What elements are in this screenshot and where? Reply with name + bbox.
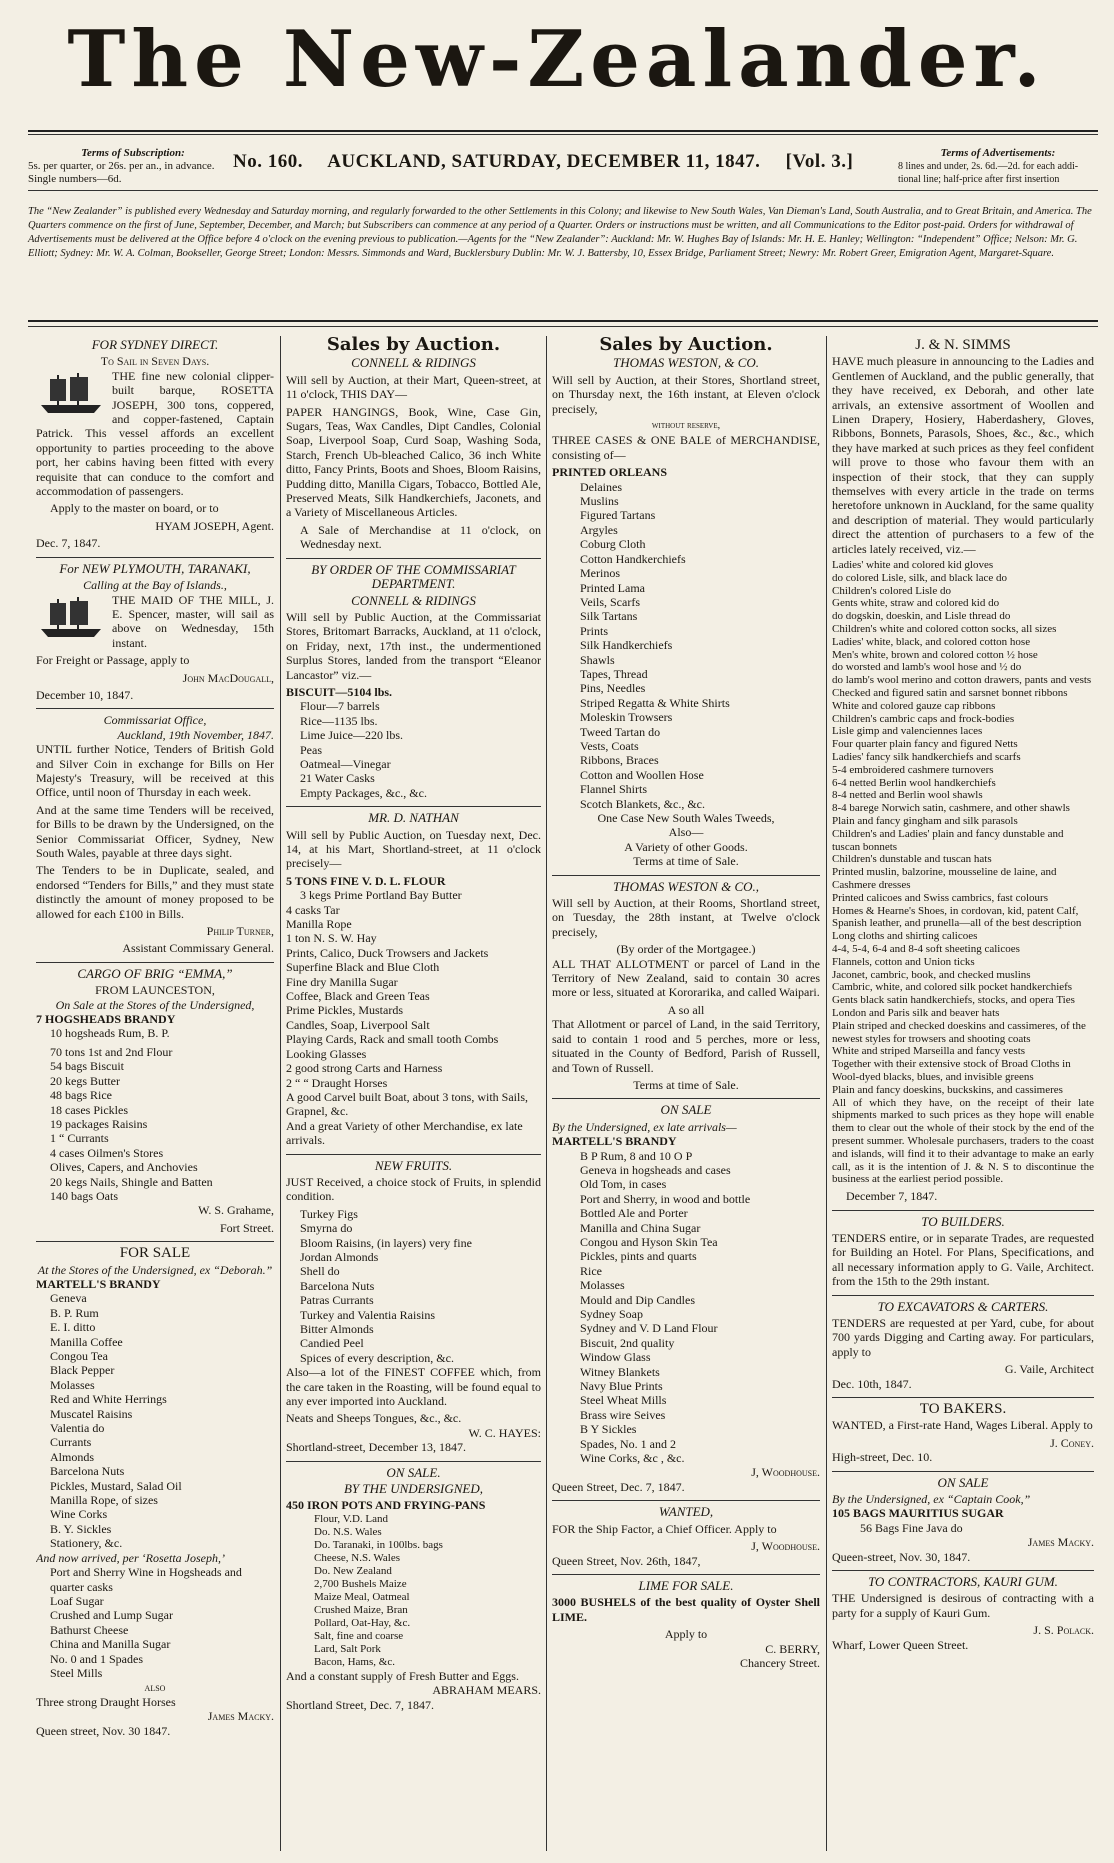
item-list: Port and Sherry Wine in Hogsheads and quarter casks Loaf Sugar Crushed and Lump Sugar Bathurst Cheese China and Manilla Sugar No. 0 and 1 Spades Steel Mills: [50, 1565, 242, 1680]
ad-heading: BY ORDER OF THE COMMISSARIAT DEPARTMENT.: [311, 561, 516, 592]
item-list: Turkey Figs Smyrna do Bloom Raisins, (in layers) very fine Jordan Almonds Shell do Barcelona Nuts Patras Currants Turkey and Valentia Raisins Bitter Almonds Candied Peel Spices of every description, &c.: [300, 1206, 472, 1365]
column-3: Sales by Auction. THOMAS WESTON, & CO. Will sell by Auction, at their Stores, Shortland street, on Thursday next, the 16th instant, at Eleven o'clock precisely, without reserve, THREE CASES & ONE BALE of MERCHANDISE, consisting of— PRINTED ORLEANS Delaines Muslins Figured Tartans Argyles Coburg Cloth Cotton Handkerchiefs Merinos Printed Lama Veils, Scarfs Silk Tartans Prints Silk Handkerchiefs Shawls Tapes, Thread Pins, Needles Striped Regatta & White Shirts Moleskin Trowsers Tweed Tartan do Vests, Coats Ribbons, Braces Cotton and Woollen Hose Flannel Shirts Scotch Blankets, &c., &c. One Case New South Wales Tweeds, Also— A Variety of other Goods. Terms at time of Sale. THOMAS WESTON & CO., Will sell by Auction, at their Rooms, Shortland street, on Tuesday, the 28th instant, at Twelve o'clock precisely, (By order of the Mortgagee.) ALL THAT ALLOTMENT or parcel of Land in the Territory of New Zealand, said to contain 30 acres more or less, situated at Kororarika, and called Waipari. A so all That Allotment or parcel of Land, in the said Territory, said to contain 1 rood and 5 perches, more or less, situated in the County of Bedford, Parish of Russell, and Town of Russell. Terms at time of Sale. ON SALE By the Undersigned, ex late arrivals— MARTELL'S BRANDY B P Rum, 8 and 10 O P Geneva in hogsheads and cases Old Tom, in cases Port and Sherry, in wood and bottle Bottled Ale and Porter Manilla and China Sugar Congou and Hyson Skin Tea Pickles, pints and quarts Rice Molasses Mould and Dip Candles Sydney Soap Sydney and V. D Land Flour Biscuit, 2nd quality Window Glass Witney Blankets Navy Blue Prints Steel Wheat Mills Brass wire Seives B Y Sickles Spades, No. 1 and 2 Wine Corks, &c , &c. J, Woodhouse. Queen Street, Dec. 7, 1847. WANTED, FOR the Ship Factor, a Chief Officer. Apply to J, Woodhouse. Queen Street, Nov. 26th, 1847, LIME FOR SALE. 3000 BUSHELS of the best quality of Oyster Shell LIME. Apply to C. BERRY, Chancery Street.: [552, 336, 820, 1670]
column-rule: [826, 336, 827, 1851]
item-list: 70 tons 1st and 2nd Flour 54 bags Biscuit 20 kegs Butter 48 bags Rice 18 cases Pickles 19 packages Raisins 1 “ Currants 4 cases Oilmen's Stores Olives, Capers, and Anchovies 20 kegs Nails, Shingle and Batten 140 bags Oats: [50, 1044, 213, 1203]
column-rule: [546, 336, 547, 1851]
publication-notice: The “New Zealander” is published every Wednesday and Saturday morning, and regularly forwarded to the other Settlements in this Colony; and likewise to New South Wales, Van Dieman's Land, South Australia, and to Great Britain, and America. The Quarters commence on the first of June, September, December, and March; but Subscribers can commence at any period of a Quarter. Orders or instructions must be written, and all Communications to the Editor post-paid. Orders for withdrawal of Advertisements must be delivered at the Office before 4 o'clock on the evening previous to publication.—Agents for the “New Zealander”: Auckland: Mr. W. Hughes Bay of Islands: Mr. H. E. Hanley; Wellington: “Independent” Office; Nelson: Mr. G. Elliott; Sydney: Mr. W. A. Colman, Bookseller, George Street; London: Messrs. Simmonds and Ward, Bucklersbury Dublin: Mr. W. J. Battersby, 10, Essex Bridge, Parliament Street; Newry: Mr. Robert Greer, Emigration Agent, Margaret-Square.: [28, 206, 1092, 259]
rule: [28, 190, 1098, 191]
ad-heading: FOR SALE: [119, 1245, 191, 1262]
ad-heading: CONNELL & RIDINGS: [351, 592, 476, 608]
column-2: Sales by Auction. CONNELL & RIDINGS Will sell by Auction, at their Mart, Queen-street, at 11 o'clock, THIS DAY— PAPER HANGINGS, Book, Wine, Case Gin, Sugars, Teas, Wax Candles, Dipt Candles, Colonial Soap, Liverpool Soap, Curd Soap, Washing Soda, Starch, French Ub-bleached Calico, 36 inch White ditto, Fancy Prints, Boots and Shoes, Bloom Raisins, Pudding ditto, Manilla Cigars, Tobacco, Bottled Ale, Preserved Meats, Silk Handkerchiefs, Jaconets, and a Variety of Miscellaneous Articles. A Sale of Merchandise at 11 o'clock, on Wednesday next. BY ORDER OF THE COMMISSARIAT DEPARTMENT. CONNELL & RIDINGS Will sell by Public Auction, at the Commissariat Stores, Britomart Barracks, Auckland, at 11 o'clock, on Friday, next, 17th inst., the undermentioned Surplus Stores, landed from the transport “Eleanor Lancastor” viz.— BISCUIT—5104 lbs. Flour—7 barrels Rice—1135 lbs. Lime Juice—220 lbs. Peas Oatmeal—Vinegar 21 Water Casks Empty Packages, &c., &c. MR. D. NATHAN Will sell by Public Auction, on Tuesday next, Dec. 14, at his Mart, Shortland-street, at 11 o'clock precisely— 5 TONS FINE V. D. L. FLOUR 3 kegs Prime Portland Bay Butter 4 casks Tar Manilla Rope 1 ton N. S. W. Hay Prints, Calico, Duck Trowsers and Jackets Superfine Black and Blue Cloth Fine dry Manilla Sugar Coffee, Black and Green Teas Prime Pickles, Mustards Candles, Soap, Liverpool Salt Playing Cards, Rack and small tooth Combs Looking Glasses 2 good strong Carts and Harness 2 “ “ Draught Horses A good Carvel built Boat, about 3 tons, with Sails, Grapnel, &c. And a great Variety of other Merchandise, ex late arrivals. NEW FRUITS. JUST Received, a choice stock of Fruits, in splendid condition. Turkey Figs Smyrna do Bloom Raisins, (in layers) very fine Jordan Almonds Shell do Barcelona Nuts Patras Currants Turkey and Valentia Raisins Bitter Almonds Candied Peel Spices of every description, &c. Also—a lot of the FINEST COFFEE which, from the care taken in the Roasting, will be found equal to any ever imported into Auckland. Neats and Sheeps Tongues, &c., &c. W. C. HAYES: Shortland-street, December 13, 1847. ON SALE. BY THE UNDERSIGNED, 450 IRON POTS AND FRYING-PANS Flour, V.D. Land Do. N.S. Wales Do. Taranaki, in 100lbs. bags Cheese, N.S. Wales Do. New Zealand 2,700 Bushels Maize Maize Meal, Oatmeal Crushed Maize, Bran Pollard, Oat-Hay, &c. Salt, fine and coarse Lard, Salt Pork Bacon, Hams, &c. And a constant supply of Fresh Butter and Eggs. ABRAHAM MEARS. Shortland Street, Dec. 7, 1847.: [286, 336, 541, 1712]
ad-heading: MR. D. NATHAN: [368, 810, 459, 826]
dateline: [28, 145, 1098, 185]
ship-icon: [36, 371, 106, 415]
item-list: 4 casks Tar Manilla Rope 1 ton N. S. W. Hay Prints, Calico, Duck Trowsers and Jackets Superfine Black and Blue Cloth Fine dry Manilla Sugar Coffee, Black and Green Teas Prime Pickles, Mustards Candles, Soap, Liverpool Salt Playing Cards, Rack and small tooth Combs Looking Glasses 2 good strong Carts and Harness 2 “ “ Draught Horses A good Carvel built Boat, about 3 tons, with Sails, Grapnel, &c. And a great Variety of other Merchandise, ex late arrivals.: [286, 902, 528, 1148]
masthead: The New-Zealander.: [67, 14, 1047, 105]
ad-heading: THOMAS WESTON & CO.,: [612, 878, 760, 894]
rule: [28, 326, 1098, 327]
ad-heading: ON SALE: [660, 1102, 712, 1118]
ad-heading: TO BAKERS.: [919, 1401, 1007, 1418]
ad-heading: For NEW PLYMOUTH, TARANAKI,: [59, 560, 251, 576]
rule: [28, 130, 1098, 132]
volume: [Vol. 3.]: [785, 151, 854, 172]
ad-heading: J. & N. SIMMS: [915, 337, 1011, 353]
column-rule: [280, 336, 281, 1851]
ad-heading: CARGO OF BRIG “EMMA,”: [77, 965, 233, 981]
item-list: Geneva B. P. Rum E. I. ditto Manilla Coffee Congou Tea Black Pepper Molasses Red and White Herrings Muscatel Raisins Valentia do Currants Almonds Barcelona Nuts Pickles, Mustard, Salad Oil Manilla Rope, of sizes Wine Corks B. Y. Sickles Stationery, &c.: [50, 1291, 182, 1551]
column-1: FOR SYDNEY DIRECT. To Sail in Seven Days. THE fine new colonial clipper-built barque, ROSETTA JOSEPH, 300 tons, coppered, and copper-fastened, Captain Patrick. This vessel affords an excellent opportunity to parties proceeding to the above port, her cabins having been fitted with every requisite that can conduce to the comfort and accommodation of passengers. Apply to the master on board, or to HYAM JOSEPH, Agent. Dec. 7, 1847. For NEW PLYMOUTH, TARANAKI, Calling at the Bay of Islands., THE MAID OF THE MILL, J. E. Spencer, master, will sail as above on Wednesday, 15th instant. For Freight or Passage, apply to John MacDougall, December 10, 1847. Commissariat Office, Auckland, 19th November, 1847. UNTIL further Notice, Tenders of British Gold and Silver Coin in exchange for Bills on Her Majesty's Treasury, will be received at this Office, until noon of Thursday in each week. And at the same time Tenders will be received, for Bills to be drawn by the Undersigned, on the Senior Commissariat Officer, Sydney, New South Wales, payable at three days sight. The Tenders to be in Duplicate, sealed, and endorsed “Tenders for Bills,” and they must state distinctly the amount of money proposed to be allowed for each £100 in Bills. Philip Turner, Assistant Commissary General. CARGO OF BRIG “EMMA,” FROM LAUNCESTON, On Sale at the Stores of the Undersigned, 7 HOGSHEADS BRANDY 10 hogsheads Rum, B. P. 70 tons 1st and 2nd Flour 54 bags Biscuit 20 kegs Butter 48 bags Rice 18 cases Pickles 19 packages Raisins 1 “ Currants 4 cases Oilmen's Stores Olives, Capers, and Anchovies 20 kegs Nails, Shingle and Batten 140 bags Oats W. S. Grahame, Fort Street. FOR SALE At the Stores of the Undersigned, ex “Deborah.” MARTELL'S BRANDY Geneva B. P. Rum E. I. ditto Manilla Coffee Congou Tea Black Pepper Molasses Red and White Herrings Muscatel Raisins Valentia do Currants Almonds Barcelona Nuts Pickles, Mustard, Salad Oil Manilla Rope, of sizes Wine Corks B. Y. Sickles Stationery, &c. And now arrived, per ‘Rosetta Joseph,’ Port and Sherry Wine in Hogsheads and quarter casks Loaf Sugar Crushed and Lump Sugar Bathurst Cheese China and Manilla Sugar No. 0 and 1 Spades Steel Mills also Three strong Draught Horses James Macky. Queen street, Nov. 30 1847.: [36, 337, 274, 1738]
subscription-terms: Terms of Subscription: 5s. per quarter, or 26s. per an., in advance. Single numbers—6d.: [28, 147, 215, 185]
ad-heading: FOR SYDNEY DIRECT.: [91, 337, 219, 352]
item-list: BISCUIT—5104 lbs. Flour—7 barrels Rice—1135 lbs. Lime Juice—220 lbs. Peas Oatmeal—Vinegar 21 Water Casks Empty Packages, &c., &c.: [286, 684, 427, 800]
rule: [28, 320, 1098, 322]
item-list: B P Rum, 8 and 10 O P Geneva in hogsheads and cases Old Tom, in cases Port and Sherry, in wood and bottle Bottled Ale and Porter Manilla and China Sugar Congou and Hyson Skin Tea Pickles, pints and quarts Rice Molasses Mould and Dip Candles Sydney Soap Sydney and V. D Land Flour Biscuit, 2nd quality Window Glass Witney Blankets Navy Blue Prints Steel Wheat Mills Brass wire Seives B Y Sickles Spades, No. 1 and 2 Wine Corks, &c , &c.: [580, 1148, 751, 1466]
section-heading: Sales by Auction.: [599, 336, 773, 355]
ship-icon: [36, 595, 106, 639]
rule: [28, 134, 1098, 135]
column-4: J. & N. SIMMS HAVE much pleasure in announcing to the Ladies and Gentlemen of Auckland, and the public generally, that they have received, ex Deborah, and other late arrivals, an extensive assortment of Woollen and Linen Drapery, Hosiery, Haberdashery, Gloves, Ribbons, Bonnets, Parasols, Shoes, &c., &c., which they have marked at such prices as they feel confident will prove to those who favour them with an inspection of their stock, that they can supply themselves with every article in the trade on terms heretofore unknown in Auckland, for the same quality and description of material. They would particularly direct the attention of purchasers to a few of the articles lately received, viz.— Ladies' white and colored kid gloves do colored Lisle, silk, and black lace do Children's colored Lisle do Gents white, straw and colored kid do do dogskin, doeskin, and Lisle thread do Children's white and colored cotton socks, all sizes Ladies' white, black, and colored cotton hose Men's white, brown and colored cotton ½ hose do worsted and lamb's wool hose and ½ do do lamb's wool merino and cotton drawers, pants and vests Checked and figured satin and sarsnet bonnet ribbons White and colored gauze cap ribbons Children's cambric caps and frock-bodies Lisle gimp and valenciennes laces Four quarter plain fancy and figured Netts Ladies' fancy silk handkerchiefs and scarfs 5-4 embroidered cashmere turnovers 6-4 netted Berlin wool handkerchiefs 8-4 netted and Berlin wool shawls 8-4 barege Norwich satin, cashmere, and other shawls Plain and fancy gingham and silk parasols Children's and Ladies' plain and fancy dunstable and tuscan bonnets Children's dunstable and tuscan hats Printed muslin, balzorine, mousseline de laine, and Cashmere dresses Printed calicoes and Swiss cambrics, fast colours Homes & Hearne's Shoes, in cordovan, kid, patent Calf, Spanish leather, and prunella—all of the best description Long cloths and shirting calicoes 4-4, 5-4, 6-4 and 8-4 soft sheeting calicoes Flannels, cotton and Union ticks Jaconet, cambric, book, and checked muslins Cambric, white, and colored silk pocket handkerchiefs Gents black satin handkerchiefs, stocks, and opera Ties London and Paris silk and beaver hats Plain striped and checked doeskins and cassimeres, of the newest styles for trowsers and shooting coats White and striped Marseilla and fancy vests Together with their extensive stock of Broad Cloths in Wool-dyed blacks, blues, and invisible greens Plain and fancy doeskins, buckskins, and cassimeres All of which they have, on the receipt of their late shipments marked to such prices as they hope will enable them to clear out the whole of their stock by the end of the present summer. Wholesale purchasers, traders to the coast and islands, will find it to their advantage to make an early call, as it is the intention of J. & N. S to discontinue the business at the earliest period possible. December 7, 1847. TO BUILDERS. TENDERS entire, or in separate Trades, are requested for Building an Hotel. For Plans, Specifications, and all necessary information apply to G. Vaile, Architect. from the 15th to the 29th instant. TO EXCAVATORS & CARTERS. TENDERS are requested at per Yard, cube, for about 700 yards Digging and Carting away. For particulars, apply to G. Vaile, Architect Dec. 10th, 1847. TO BAKERS. WANTED, a First-rate Hand, Wages Liberal. Apply to J. Coney. High-street, Dec. 10. ON SALE By the Undersigned, ex “Captain Cook,” 105 BAGS MAURITIUS SUGAR 56 Bags Fine Java do James Macky. Queen-street, Nov. 30, 1847. TO CONTRACTORS, KAURI GUM. THE Undersigned is desirous of contracting with a party for a supply of Kauri Gum. J. S. Polack. Wharf, Lower Queen Street.: [832, 337, 1094, 1652]
advertisement-terms: Terms of Advertisements: 8 lines and under, 2s. 6d.—2d. for each addi- tional line; half-price after first insertion: [898, 147, 1079, 185]
ad-heading: THOMAS WESTON, & CO.: [612, 355, 760, 371]
ad-heading: TO CONTRACTORS, KAURI GUM.: [868, 1574, 1058, 1590]
ad-heading: ON SALE.: [386, 1464, 441, 1480]
ad-heading: TO EXCAVATORS & CARTERS.: [877, 1298, 1049, 1314]
ad-heading: WANTED,: [658, 1504, 714, 1520]
issue-date: AUCKLAND, SATURDAY, DECEMBER 11, 1847.: [327, 151, 761, 172]
ad-heading: CONNELL & RIDINGS: [351, 355, 476, 371]
section-heading: Sales by Auction.: [326, 336, 501, 355]
ad-heading: LIME FOR SALE.: [638, 1577, 734, 1593]
ad-heading: TO BUILDERS.: [921, 1213, 1005, 1229]
item-list: Ladies' white and colored kid gloves do colored Lisle, silk, and black lace do Children's colored Lisle do Gents white, straw and colored kid do do dogskin, doeskin, and Lisle thread do Children's white and colored cotton socks, all sizes Ladies' white, black, and colored cotton hose Men's white, brown and colored cotton ½ hose do worsted and lamb's wool hose and ½ do do lamb's wool merino and cotton drawers, pants and vests Checked and figured satin and sarsnet bonnet ribbons White and colored gauze cap ribbons Children's cambric caps and frock-bodies Lisle gimp and valenciennes laces Four quarter plain fancy and figured Netts Ladies' fancy silk handkerchiefs and scarfs 5-4 embroidered cashmere turnovers 6-4 netted Berlin wool handkerchiefs 8-4 netted and Berlin wool shawls 8-4 barege Norwich satin, cashmere, and other shawls Plain and fancy gingham and silk parasols Children's and Ladies' plain and fancy dunstable and tuscan bonnets Children's dunstable and tuscan hats Printed muslin, balzorine, mousseline de laine, and Cashmere dresses Printed calicoes and Swiss cambrics, fast colours Homes & Hearne's Shoes, in cordovan, kid, patent Calf, Spanish leather, and prunella—all of the best description Long cloths and shirting calicoes 4-4, 5-4, 6-4 and 8-4 soft sheeting calicoes Flannels, cotton and Union ticks Jaconet, cambric, book, and checked muslins Cambric, white, and colored silk pocket handkerchiefs Gents black satin handkerchiefs, stocks, and opera Ties London and Paris silk and beaver hats Plain striped and checked doeskins and cassimeres, of the newest styles for trowsers and shooting coats White and striped Marseilla and fancy vests Together with their extensive stock of Broad Cloths in Wool-dyed blacks, blues, and invisible greens Plain and fancy doeskins, buckskins, and cassimeres: [832, 559, 1092, 1096]
item-list: Flour, V.D. Land Do. N.S. Wales Do. Taranaki, in 100lbs. bags Cheese, N.S. Wales Do. New Zealand 2,700 Bushels Maize Maize Meal, Oatmeal Crushed Maize, Bran Pollard, Oat-Hay, &c. Salt, fine and coarse Lard, Salt Pork Bacon, Hams, &c.: [314, 1512, 443, 1668]
ad-heading: NEW FRUITS.: [374, 1157, 453, 1173]
item-list: Delaines Muslins Figured Tartans Argyles Coburg Cloth Cotton Handkerchiefs Merinos Printed Lama Veils, Scarfs Silk Tartans Prints Silk Handkerchiefs Shawls Tapes, Thread Pins, Needles Striped Regatta & White Shirts Moleskin Trowsers Tweed Tartan do Vests, Coats Ribbons, Braces Cotton and Woollen Hose Flannel Shirts Scotch Blankets, &c., &c.: [580, 479, 730, 811]
issue-line: [233, 151, 913, 173]
ad-heading: ON SALE: [937, 1474, 989, 1490]
issue-number: No. 160.: [233, 151, 303, 172]
